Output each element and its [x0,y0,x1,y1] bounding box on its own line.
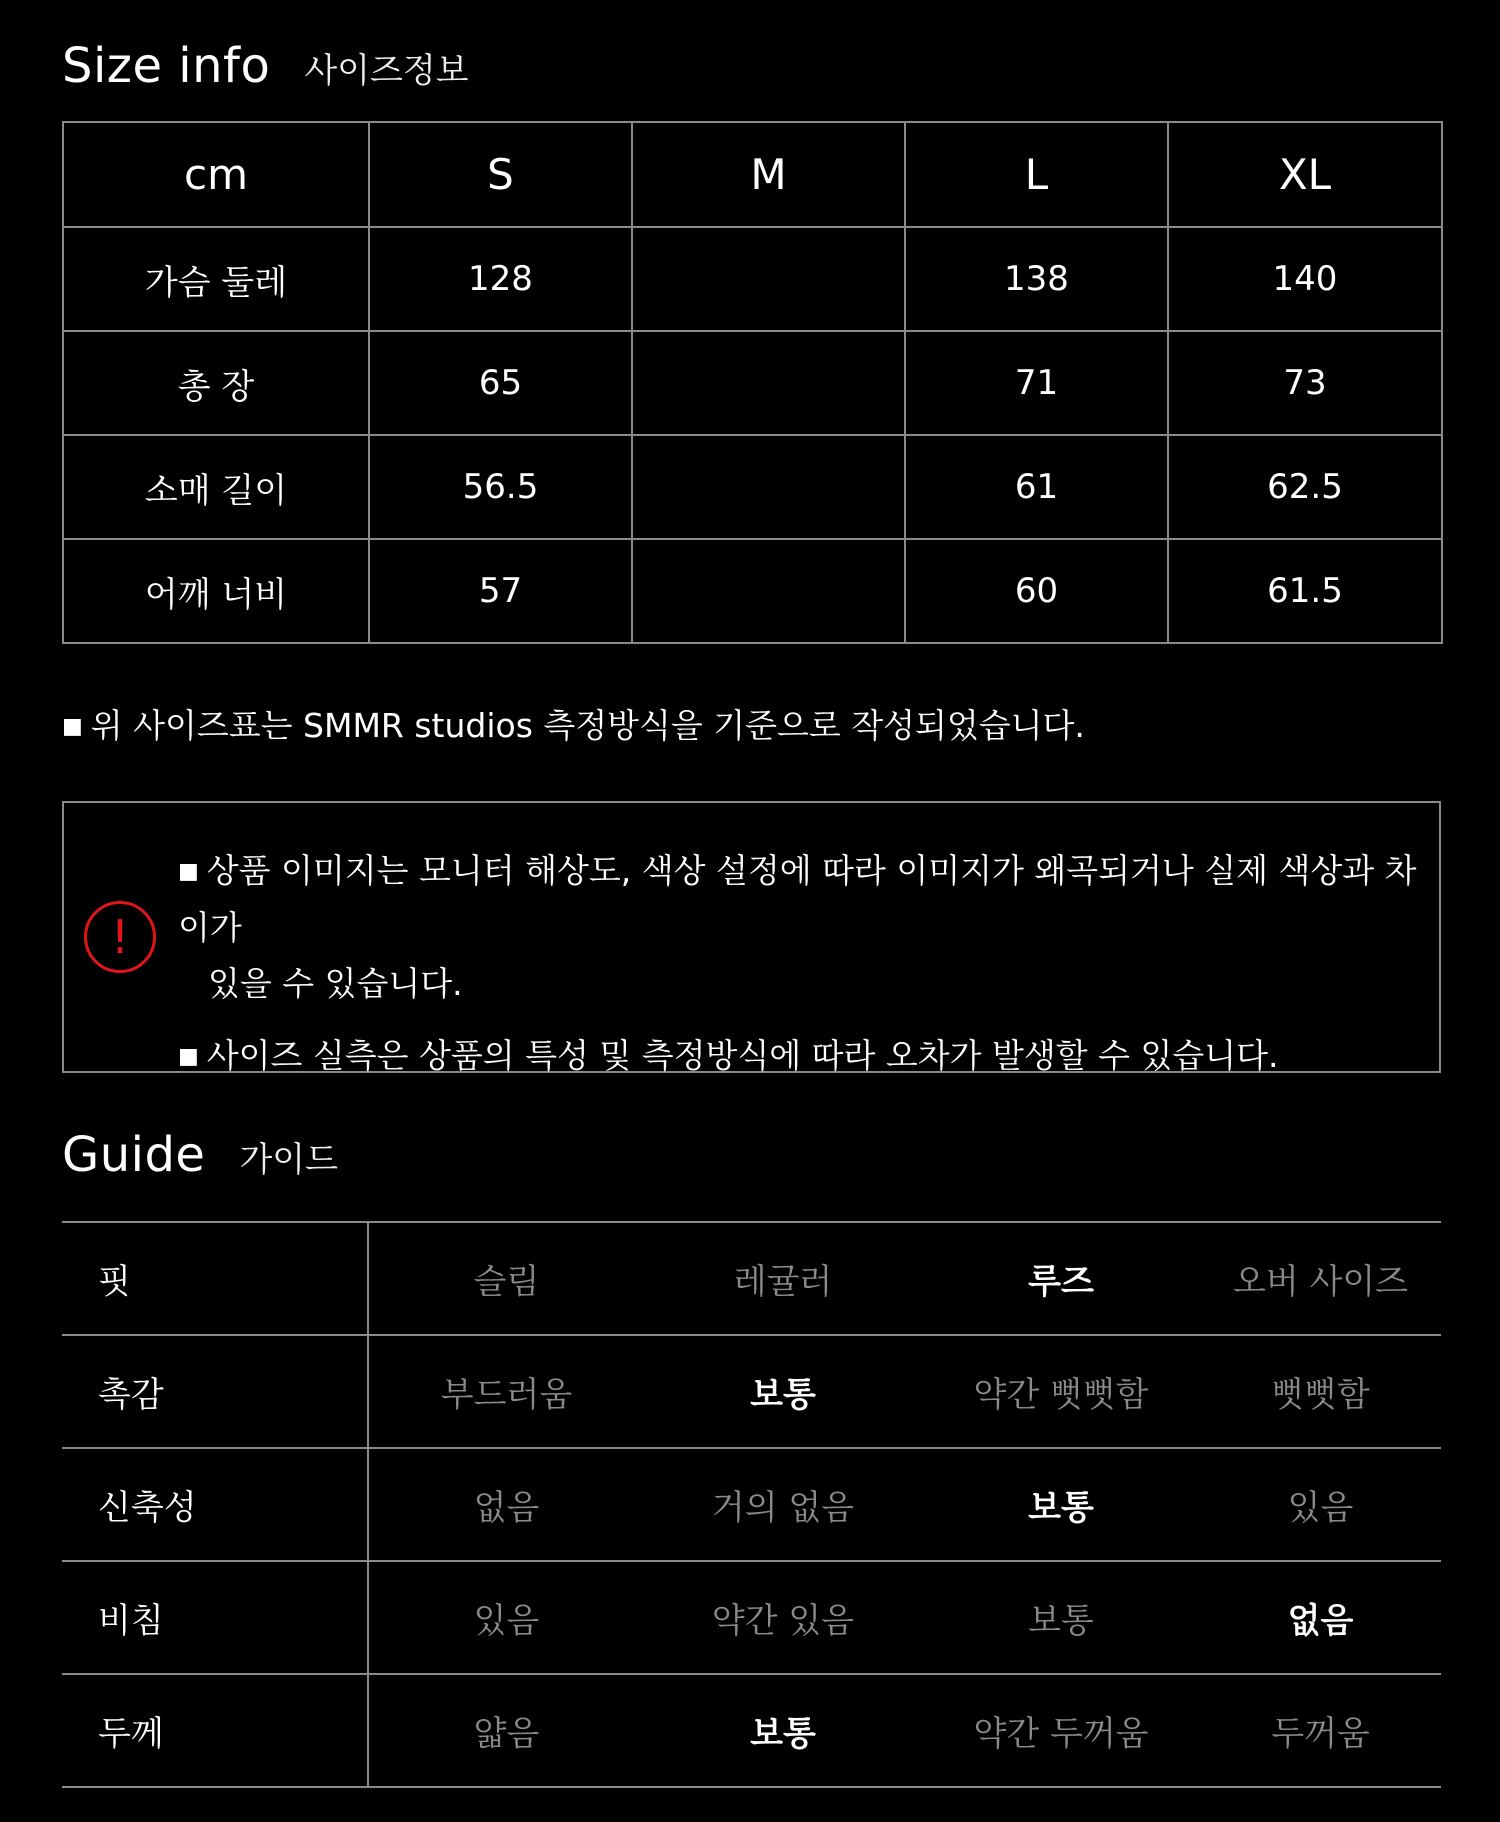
size-cell: 138 [905,227,1168,331]
warning-item [178,1028,1428,1085]
size-cell: 61 [905,435,1168,539]
warning-item [178,843,1428,1012]
guide-option: 두꺼움 [1200,1674,1441,1787]
guide-title [62,1127,338,1183]
guide-row [62,1674,1441,1787]
size-cell: 128 [369,227,632,331]
warning-box [62,801,1441,1073]
guide-option: 약간 있음 [644,1561,922,1674]
guide-option: 얇음 [368,1674,644,1787]
guide-row [62,1222,1441,1335]
size-cell: 73 [1168,331,1442,435]
size-cell: 60 [905,539,1168,643]
square-bullet-icon: ■ [178,859,199,884]
size-cell: 61.5 [1168,539,1442,643]
size-header-cell: XL [1168,122,1442,227]
square-bullet-icon: ■ [178,1044,199,1069]
size-cell: 62.5 [1168,435,1442,539]
guide-option: 약간 두꺼움 [922,1674,1200,1787]
size-row-label: 총 장 [63,331,369,435]
guide-option: 슬림 [368,1222,644,1335]
size-table-row [63,227,1442,331]
guide-option: 보통 [922,1448,1200,1561]
guide-row [62,1448,1441,1561]
warning-line-2: 사이즈 실측은 상품의 특성 및 측정방식에 따라 오차가 발생할 수 있습니다. [206,1036,1279,1075]
size-cell: 65 [369,331,632,435]
size-header-cell: M [632,122,905,227]
guide-option: 오버 사이즈 [1200,1222,1441,1335]
size-cell [632,539,905,643]
size-header-cell: cm [63,122,369,227]
size-info-title [62,38,469,94]
size-row-label: 어깨 너비 [63,539,369,643]
guide-option: 루즈 [922,1222,1200,1335]
guide-table [62,1221,1441,1788]
guide-option: 있음 [1200,1448,1441,1561]
size-note-text: 위 사이즈표는 SMMR studios 측정방식을 기준으로 작성되었습니다. [90,706,1085,745]
guide-option: 보통 [922,1561,1200,1674]
guide-row-label: 촉감 [62,1335,368,1448]
size-table-row [63,331,1442,435]
size-table-row [63,435,1442,539]
size-info-title-ko: 사이즈정보 [304,51,469,91]
size-cell: 140 [1168,227,1442,331]
size-cell: 56.5 [369,435,632,539]
guide-option: 거의 없음 [644,1448,922,1561]
size-cell: 57 [369,539,632,643]
size-table-row [63,539,1442,643]
size-row-label: 소매 길이 [63,435,369,539]
guide-option: 뻣뻣함 [1200,1335,1441,1448]
guide-row-label: 핏 [62,1222,368,1335]
size-info-title-en: Size info [62,38,271,94]
guide-option: 약간 뻣뻣함 [922,1335,1200,1448]
guide-option: 있음 [368,1561,644,1674]
size-cell [632,331,905,435]
guide-option: 레귤러 [644,1222,922,1335]
guide-title-ko: 가이드 [239,1140,338,1180]
size-cell [632,227,905,331]
guide-row-label: 비침 [62,1561,368,1674]
guide-option: 없음 [368,1448,644,1561]
warning-line-1a: 상품 이미지는 모니터 해상도, 색상 설정에 따라 이미지가 왜곡되거나 실제 색상과 차이가 [178,851,1417,947]
size-header-cell: S [369,122,632,227]
guide-option: 보통 [644,1335,922,1448]
size-row-label: 가슴 둘레 [63,227,369,331]
guide-row-label: 신축성 [62,1448,368,1561]
guide-option: 없음 [1200,1561,1441,1674]
square-bullet-icon: ■ [62,714,83,739]
size-cell: 71 [905,331,1168,435]
guide-title-en: Guide [62,1127,206,1183]
warning-line-1b: 있을 수 있습니다. [208,964,463,1003]
guide-option: 부드러움 [368,1335,644,1448]
guide-row-label: 두께 [62,1674,368,1787]
size-cell [632,435,905,539]
guide-row [62,1561,1441,1674]
guide-row [62,1335,1441,1448]
size-note [62,700,1085,747]
exclamation-icon: ! [84,901,156,973]
size-header-cell: L [905,122,1168,227]
guide-option: 보통 [644,1674,922,1787]
size-table [62,121,1443,644]
size-table-header [63,122,1442,227]
warning-text [178,843,1428,1085]
